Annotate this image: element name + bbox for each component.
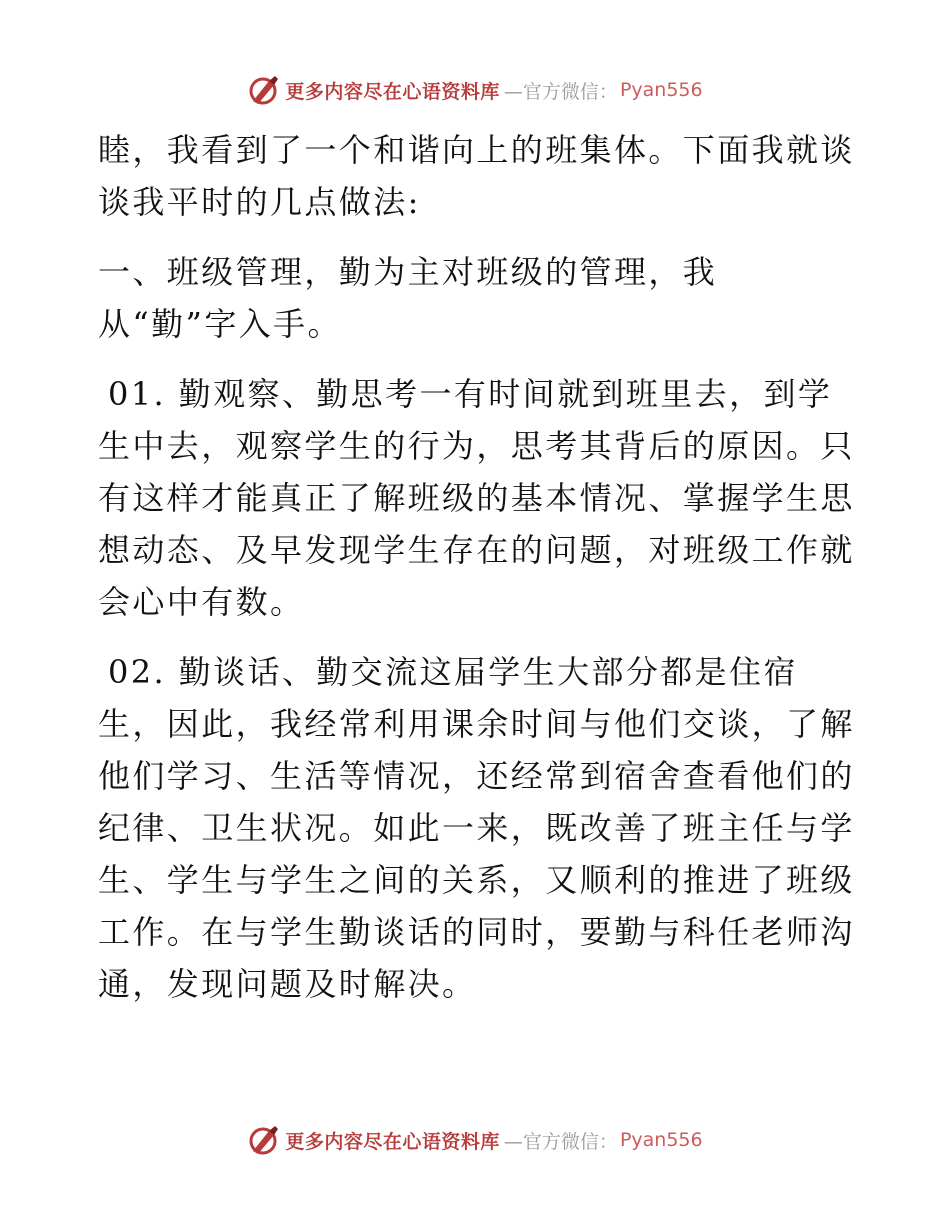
footer-watermark [0,1122,950,1158]
item-heading-line: 02. 勤谈话、勤交流这届学生大部分都是住宿 [108,653,798,691]
text-line: 生、学生与学生之间的关系，又顺利的推进了班级 [98,861,855,899]
paragraph-intro [98,124,858,228]
watermark-wechat-id: Pyan556 [619,1129,703,1151]
header-watermark [0,72,950,108]
text-line: 谈我平时的几点做法: [98,183,421,221]
text-line: 工作。在与学生勤谈话的同时，要勤与科任老师沟 [98,913,855,951]
section-heading-line: 一、班级管理，勤为主对班级的管理，我 [98,253,718,291]
text-line: 有这样才能真正了解班级的基本情况、掌握学生思 [98,479,855,517]
text-line: 通，发现问题及时解决。 [98,965,477,1003]
watermark-main-text: 更多内容尽在心语资料库 [285,1130,500,1153]
text-line: 睦，我看到了一个和谐向上的班集体。下面我就谈 [98,131,855,169]
pen-logo-icon [247,73,281,107]
paragraph-item-02 [98,646,858,1010]
text-line: 他们学习、生活等情况，还经常到宿舍查看他们的 [98,757,855,795]
document-body [98,124,858,1028]
text-line: 从“勤”字入手。 [98,305,342,343]
text-line: 生中去，观察学生的行为，思考其背后的原因。只 [98,427,855,465]
pen-logo-icon [247,1123,281,1157]
watermark-official-text: —官方微信： [503,1130,618,1153]
text-line: 会心中有数。 [98,583,305,621]
item-heading-line: 01. 勤观察、勤思考一有时间就到班里去，到学 [108,375,833,413]
watermark-main-text: 更多内容尽在心语资料库 [285,80,500,103]
watermark-wechat-id: Pyan556 [619,79,703,101]
text-line: 想动态、及早发现学生存在的问题，对班级工作就 [98,531,855,569]
watermark-official-text: —官方微信： [503,80,618,103]
paragraph-item-01 [98,368,858,628]
text-line: 纪律、卫生状况。如此一来，既改善了班主任与学 [98,809,855,847]
paragraph-section-heading [98,246,858,350]
text-line: 生，因此，我经常利用课余时间与他们交谈，了解 [98,705,855,743]
